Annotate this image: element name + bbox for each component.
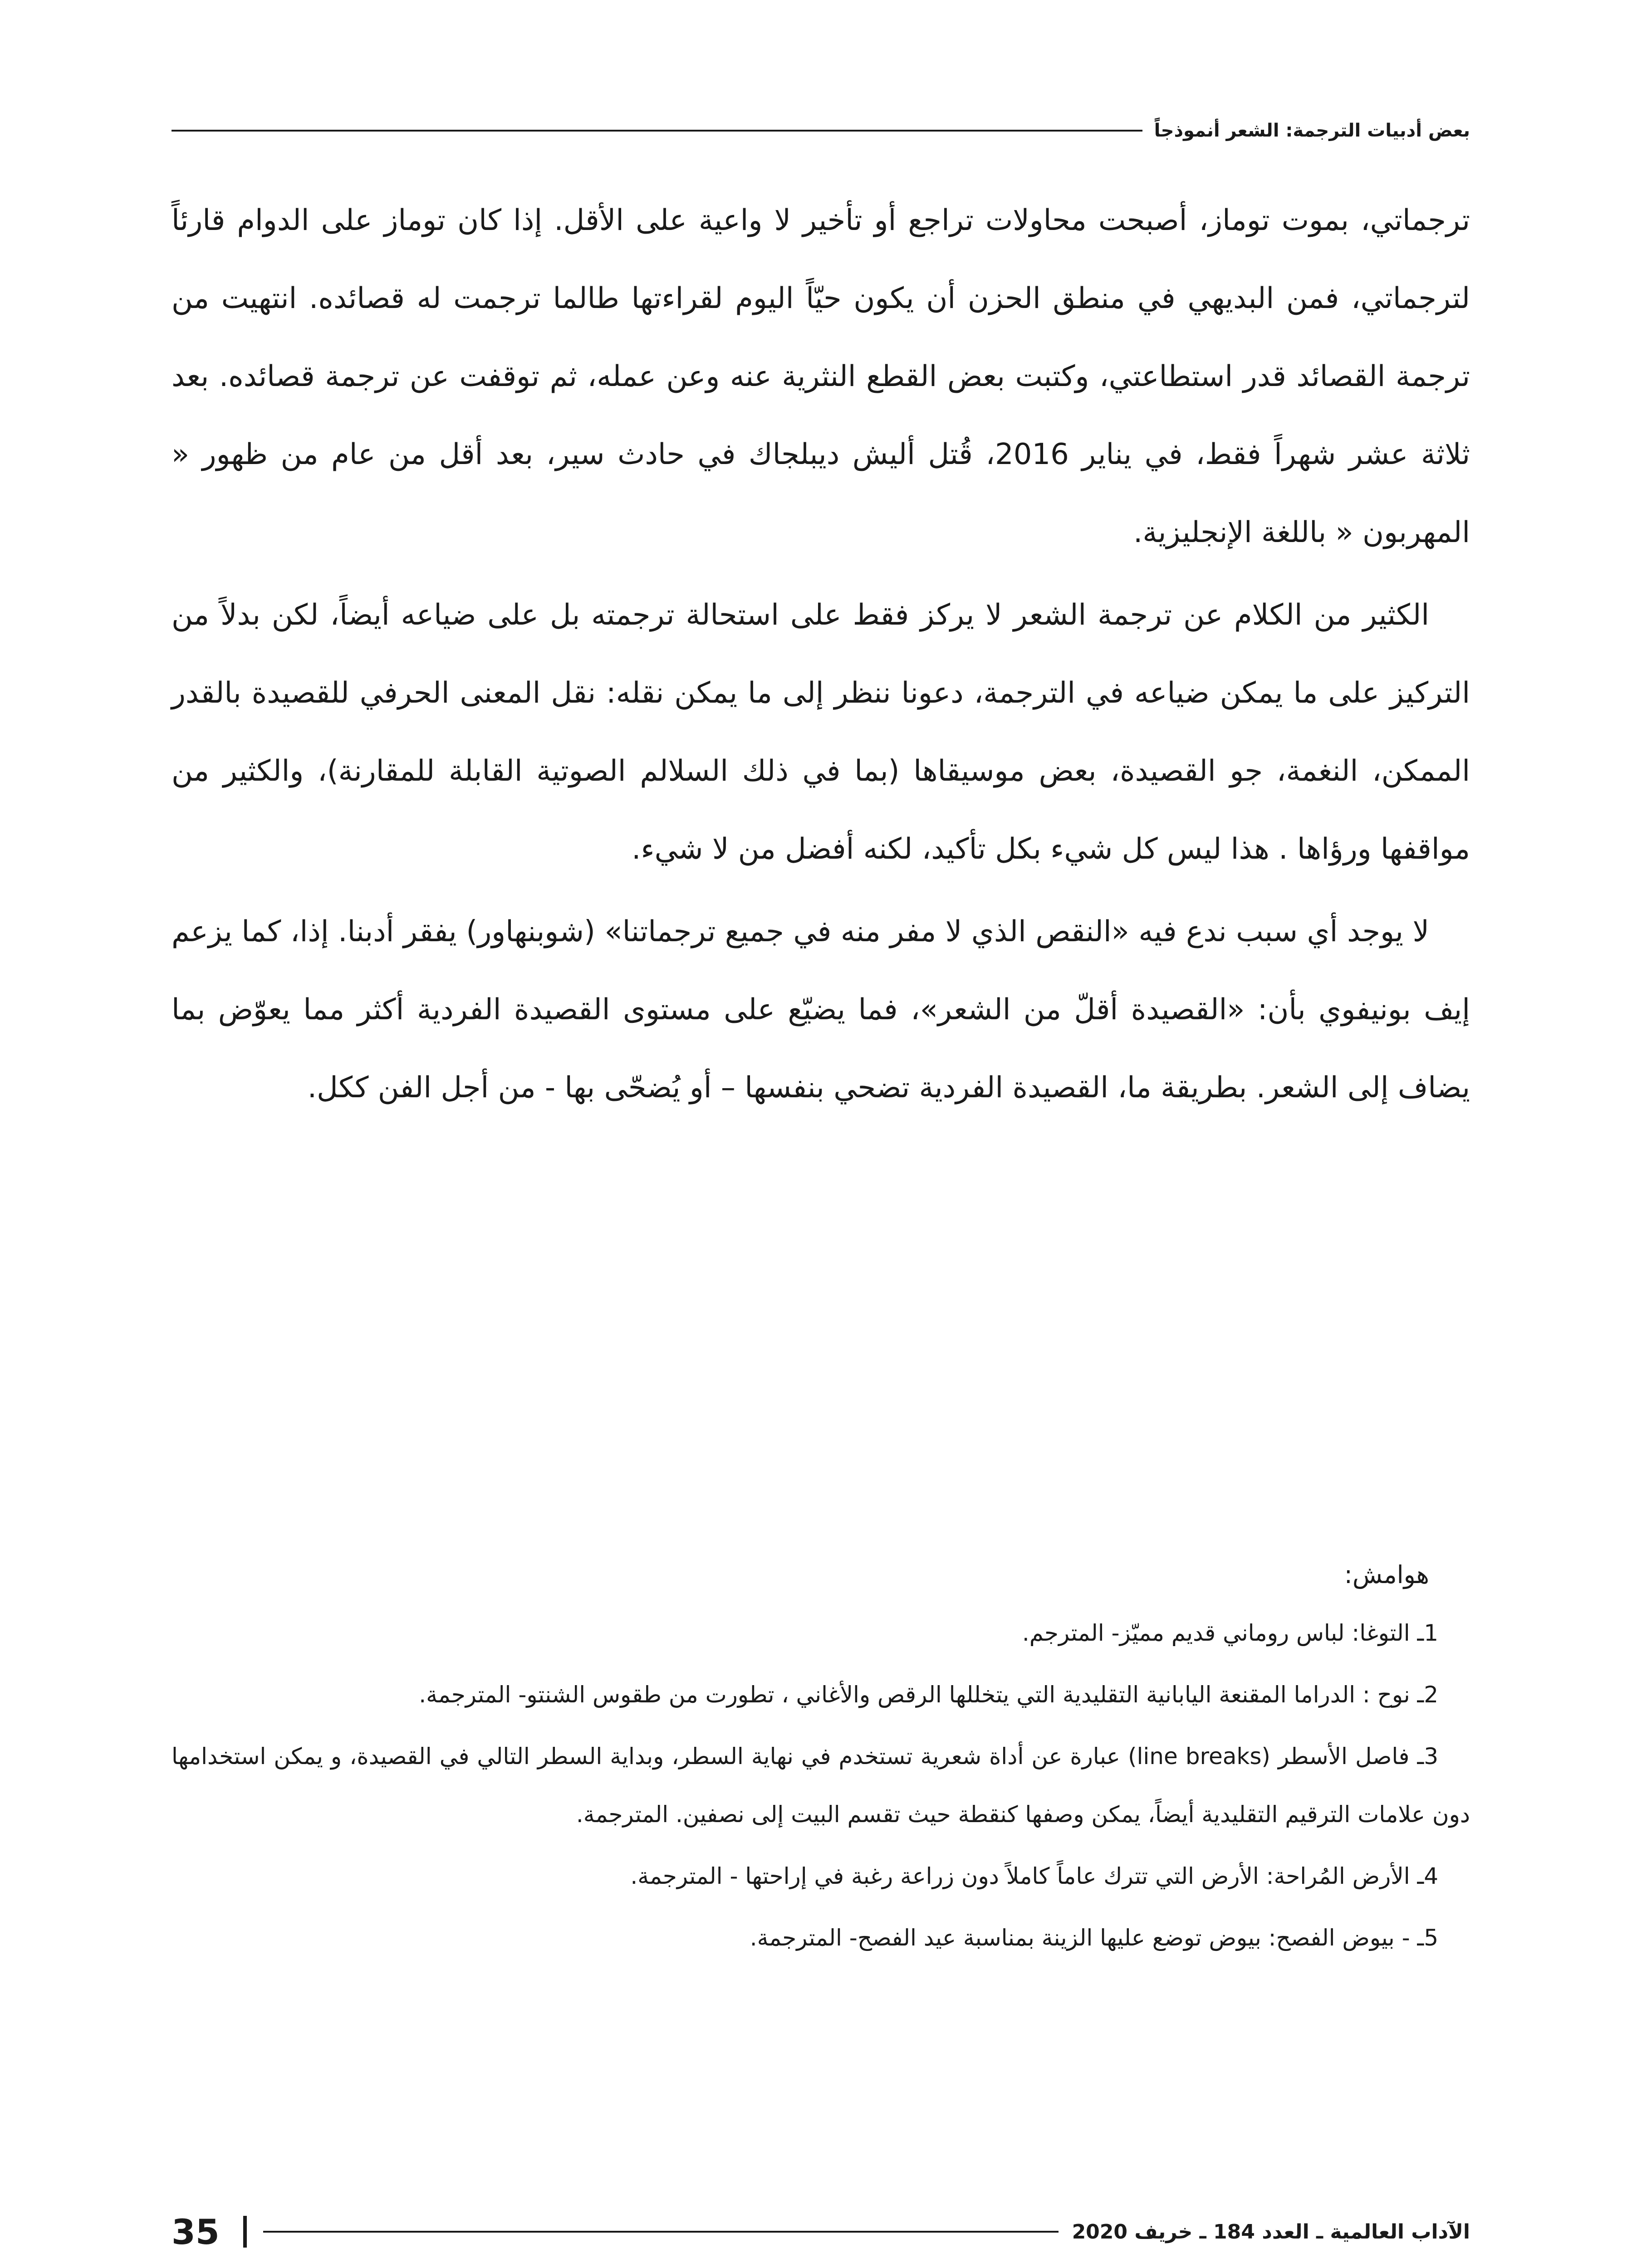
page-footer — [172, 2211, 1470, 2252]
footnote-5: 5ـ - بيوض الفصح: بيوض توضع عليها الزينة بمناسبة عيد الفصح- المترجمة. — [750, 1925, 1438, 1951]
footnote-2: 2ـ نوح : الدراما المقنعة اليابانية التقليدية التي يتخللها الرقص والأغاني ، تطورت من طقوس الشنتو- المترجمة. — [419, 1681, 1438, 1708]
body-text — [172, 181, 1470, 1131]
page-number: 35 — [172, 2211, 220, 2252]
footnote-3: 3ـ فاصل الأسطر (line breaks) عبارة عن أداة شعرية تستخدم في نهاية السطر، وبداية السطر التالي في القصيدة، و يمكن استخدامها دون علامات الترقيم التقليدية أيضاً، يمكن وصفها كنقطة حيث تقسم البيت إلى نصفين. المترجمة. — [172, 1743, 1470, 1828]
paragraph-2: الكثير من الكلام عن ترجمة الشعر لا يركز فقط على استحالة ترجمته بل على ضياعه أيضاً، لكن بدلاً من التركيز على ما يمكن ضياعه في الترجمة، دعونا ننظر إلى ما يمكن نقله: نقل المعنى الحرفي للقصيدة بالقدر الممكن، النغمة، جو القصيدة، بعض موسيقاها (بما في ذلك السلالم الصوتية القابلة للمقارنة)، والكثير من مواقفها ورؤاها . هذا ليس كل شيء بكل تأكيد، لكنه أفضل من لا شيء. — [172, 598, 1470, 866]
header-rule — [172, 130, 1142, 132]
footnote-4: 4ـ الأرض المُراحة: الأرض التي تترك عاماً كاملاً دون زراعة رغبة في إراحتها - المترجمة. — [630, 1863, 1438, 1889]
running-header — [172, 117, 1470, 144]
footer-rule — [263, 2231, 1059, 2233]
footnote-1: 1ـ التوغا: لباس روماني قديم مميّز- المترجم. — [1022, 1620, 1438, 1646]
footnotes — [172, 1546, 1470, 1970]
journal-issue: الآداب العالمية ـ العدد 184 ـ خريف 2020 — [1072, 2220, 1470, 2244]
footer-separator — [243, 2216, 247, 2248]
paragraph-3: لا يوجد أي سبب ندع فيه «النقص الذي لا مفر منه في جميع ترجماتنا» (شوبنهاور) يفقر أدبنا. إذا، كما يزعم إيف بونيفوي بأن: «القصيدة أقلّ من الشعر»، فما يضيّع على مستوى القصيدة الفردية أكثر مما يعوّض بما يضاف إلى الشعر. بطريقة ما، القصيدة الفردية تضحي بنفسها – أو يُضحّى بها - من أجل الفن ككل. — [172, 915, 1470, 1105]
paragraph-1: ترجماتي، بموت توماز، أصبحت محاولات تراجع أو تأخير لا واعية على الأقل. إذا كان توماز على الدوام قارئاً لترجماتي، فمن البديهي في منطق الحزن أن يكون حيّاً اليوم لقراءتها طالما ترجمت له قصائده. انتهيت من ترجمة القصائد قدر استطاعتي، وكتبت بعض القطع النثرية عنه وعن عمله، ثم توقفت عن ترجمة قصائده. بعد ثلاثة عشر شهراً فقط، في يناير 2016، قُتل أليش ديبلجاك في حادث سير، بعد أقل من عام من ظهور « المهربون « باللغة الإنجليزية. — [172, 204, 1470, 549]
footnotes-title: هوامش: — [1344, 1560, 1429, 1589]
running-header-title: بعض أدبيات الترجمة: الشعر أنموذجاً — [1154, 120, 1470, 141]
